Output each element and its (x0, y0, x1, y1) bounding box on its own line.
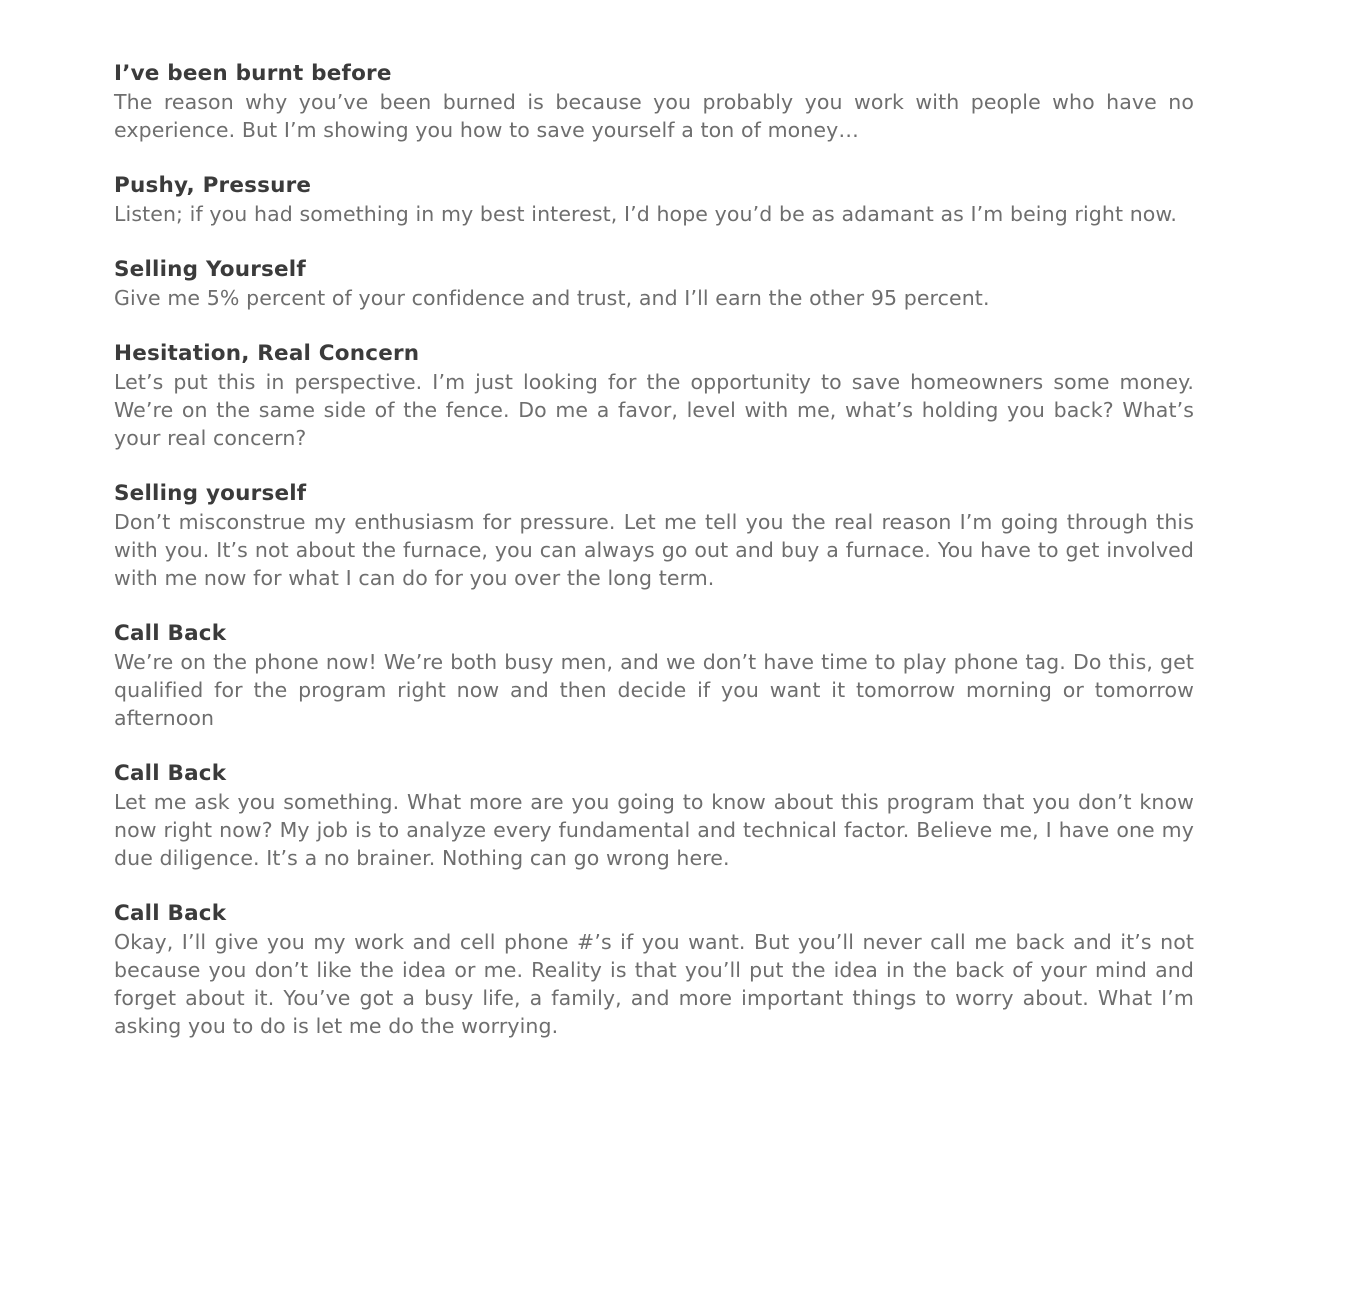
section-heading: Call Back (114, 621, 227, 646)
section-heading: Selling Yourself (114, 257, 306, 282)
script-section-call-back-1 (114, 620, 1194, 732)
section-heading: Pushy, Pressure (114, 173, 312, 198)
script-section-pushy-pressure (114, 172, 1194, 228)
section-body: Okay, I’ll give you my work and cell phone #’s if you want. But you’ll never call me back and it’s not because you don’t like the idea or me. Reality is that you’ll put the idea in the back of your mind and forget about it. You’ve got a busy life, a family, and more important things to worry about. What I’m asking you to do is let me do the worrying. (114, 930, 1194, 1038)
script-section-burnt-before (114, 60, 1194, 144)
section-body: Don’t misconstrue my enthusiasm for pressure. Let me tell you the real reason I’m going through this with you. It’s not about the furnace, you can always go out and buy a furnace. You have to get involved with me now for what I can do for you over the long term. (114, 510, 1194, 590)
section-body: Let me ask you something. What more are you going to know about this program that you don’t know now right now? My job is to analyze every fundamental and technical factor. Believe me, I have one my due diligence. It’s a no brainer. Nothing can go wrong here. (114, 790, 1194, 870)
section-body: Listen; if you had something in my best interest, I’d hope you’d be as adamant as I’m being right now. (114, 202, 1178, 226)
script-section-hesitation-real-concern (114, 340, 1194, 452)
section-heading: Call Back (114, 901, 227, 926)
script-section-selling-yourself-1 (114, 256, 1194, 312)
section-body: Let’s put this in perspective. I’m just looking for the opportunity to save homeowners some money. We’re on the same side of the fence. Do me a favor, level with me, what’s holding you back? What’s your real concern? (114, 370, 1194, 450)
script-section-selling-yourself-2 (114, 480, 1194, 592)
section-heading: I’ve been burnt before (114, 61, 392, 86)
section-heading: Hesitation, Real Concern (114, 341, 420, 366)
section-heading: Call Back (114, 761, 227, 786)
section-body: We’re on the phone now! We’re both busy men, and we don’t have time to play phone tag. Do this, get qualified for the program right now and then decide if you want it tomorrow morning or tomorrow afternoon (114, 650, 1194, 730)
section-heading: Selling yourself (114, 481, 307, 506)
section-body: The reason why you’ve been burned is because you probably you work with people who have no experience. But I’m showing you how to save yourself a ton of money… (114, 90, 1194, 142)
section-body: Give me 5% percent of your confidence and trust, and I’ll earn the other 95 percent. (114, 286, 990, 310)
script-section-call-back-2 (114, 760, 1194, 872)
script-section-call-back-3 (114, 900, 1194, 1040)
